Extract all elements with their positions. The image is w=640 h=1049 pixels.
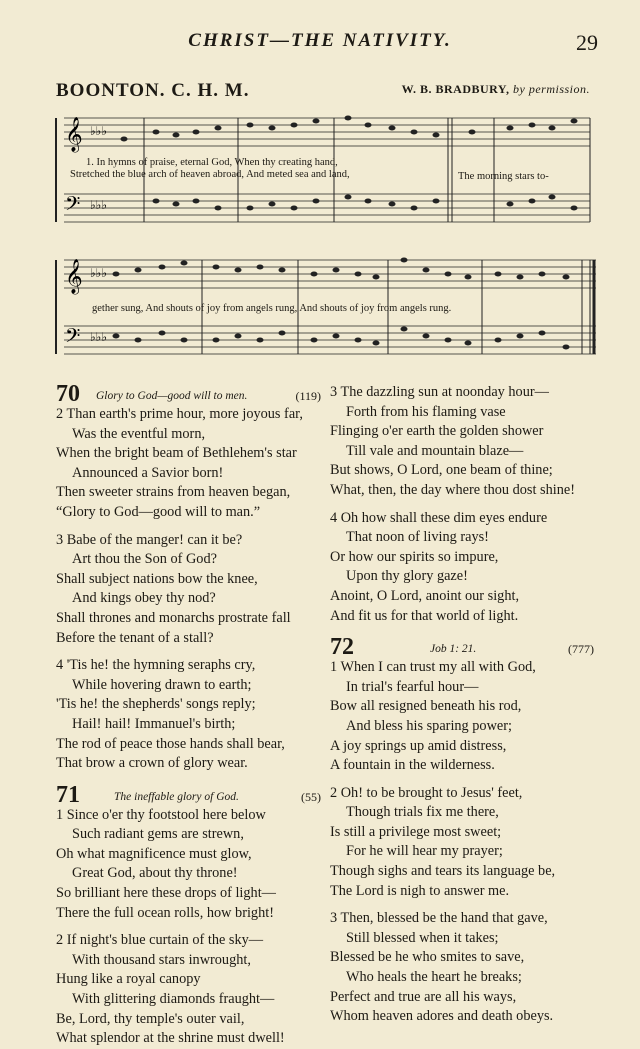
verse-line: 1 When I can trust my all with God,	[330, 659, 536, 676]
verse-line: And fit us for that world of light.	[330, 607, 519, 624]
running-header: CHRIST—THE NATIVITY.	[188, 30, 452, 51]
verse-line: Upon thy glory gaze!	[346, 568, 468, 585]
verse-line: Such radiant gems are strewn,	[72, 826, 244, 843]
verse-line: Oh what magnificence must glow,	[56, 845, 252, 862]
hymn-72	[330, 636, 594, 1027]
verse-line: Flinging o'er earth the golden shower	[330, 423, 544, 440]
verse-line: That brow a crown of glory wear.	[56, 755, 248, 772]
verse-line: That noon of living rays!	[346, 529, 489, 546]
right-column	[330, 383, 594, 1027]
stanza	[56, 806, 321, 924]
verse-line: 4 'Tis he! the hymning seraphs cry,	[56, 657, 256, 674]
verse-line: But shows, O Lord, one beam of thine;	[330, 462, 553, 479]
verse-line: Be, Lord, thy temple's outer vail,	[56, 1010, 245, 1027]
lyric-line: gether sung, And shouts of joy from angels rung, And shouts of joy from angels rung.	[92, 303, 452, 314]
verse-line: Great God, about thy throne!	[72, 865, 238, 882]
hymn-70	[56, 383, 321, 774]
hymn-tune-reference: (55)	[301, 789, 321, 804]
verse-line: 2 If night's blue curtain of the sky—	[56, 932, 264, 949]
svg-text:♭♭♭: ♭♭♭	[90, 198, 107, 212]
hymn-heading	[56, 383, 321, 405]
verse-line: Anoint, O Lord, anoint our sight,	[330, 587, 520, 604]
composer-credit	[402, 82, 590, 97]
verse-line: And kings obey thy nod?	[72, 590, 216, 607]
hymn-heading	[330, 634, 594, 661]
verse-line: A fountain in the wilderness.	[330, 757, 495, 774]
stanza	[330, 658, 594, 776]
verse-line: 3 Then, blessed be the hand that gave,	[330, 910, 548, 927]
lyric-line: The morning stars to-	[458, 171, 549, 182]
verse-line: Announced a Savior born!	[72, 464, 224, 481]
verse-line: 2 Than earth's prime hour, more joyous far,	[56, 406, 303, 422]
verse-line: With thousand stars inwrought,	[72, 951, 251, 968]
treble-clef-icon: 𝄞	[65, 117, 83, 152]
left-column	[56, 383, 321, 1049]
stanza	[56, 656, 321, 774]
verse-line: “Glory to God—good will to man.”	[56, 503, 261, 520]
verse-line: With glittering diamonds fraught—	[72, 991, 275, 1008]
verse-line: There the full ocean rolls, how bright!	[56, 904, 274, 921]
verse-line: While hovering drawn to earth;	[72, 676, 252, 693]
stanza	[330, 509, 594, 627]
stanza	[56, 405, 321, 523]
stanza	[330, 784, 594, 902]
hymn-number: 71	[56, 781, 80, 808]
stanza	[330, 383, 594, 501]
hymn-number: 72	[330, 634, 354, 661]
hymn-heading	[56, 781, 321, 808]
verse-line: 4 Oh how shall these dim eyes endure	[330, 509, 548, 526]
hymn-tune-reference: (777)	[568, 642, 594, 657]
verse-line: Whom heaven adores and death obeys.	[330, 1008, 554, 1025]
verse-line: The rod of peace those hands shall bear,	[56, 735, 285, 752]
verse-line: Was the eventful morn,	[72, 425, 206, 442]
verse-line: Is still a privilege most sweet;	[330, 823, 502, 840]
verse-line: 3 Babe of the manger! can it be?	[56, 531, 243, 548]
hymn-subtitle: The ineffable glory of God.	[114, 790, 239, 803]
page-number: 29	[576, 30, 598, 55]
verse-line: Though trials fix me there,	[346, 804, 499, 821]
verse-line: Art thou the Son of God?	[72, 551, 217, 568]
verse-line: What, then, the day where thou dost shine!	[330, 481, 575, 498]
bass-clef-icon: 𝄢	[65, 324, 81, 352]
verse-line: Till vale and mountain blaze—	[346, 442, 524, 459]
svg-text:♭♭♭: ♭♭♭	[90, 330, 107, 344]
verse-line: Perfect and true are all his ways,	[330, 988, 517, 1005]
verse-line: Hung like a royal canopy	[56, 971, 201, 988]
verse-line: And bless his sparing power;	[346, 717, 512, 734]
verse-line: Or how our spirits so impure,	[330, 548, 499, 565]
verse-line: Forth from his flaming vase	[346, 403, 506, 420]
verse-line: Though sighs and tears its language be,	[330, 863, 556, 880]
verse-line: Blessed be he who smites to save,	[330, 949, 525, 966]
svg-text:♭♭♭: ♭♭♭	[90, 266, 107, 280]
verse-line: 'Tis he! the shepherds' songs reply;	[56, 696, 256, 713]
hymn-subtitle: Job 1: 21.	[430, 643, 477, 656]
stanza	[330, 909, 594, 1027]
lyric-line: Stretched the blue arch of heaven abroad, And meted sea and land,	[70, 169, 350, 180]
verse-line: So brilliant here these drops of light—	[56, 885, 276, 902]
verse-line: Shall thrones and monarchs prostrate fall	[56, 609, 291, 626]
permission-note: by permission.	[513, 82, 590, 96]
verse-line: Before the tenant of a stall?	[56, 629, 214, 646]
lyric-line: 1. In hymns of praise, eternal God, When thy creating hand,	[86, 157, 338, 168]
verse-line: Then sweeter strains from heaven began,	[56, 484, 291, 501]
verse-line: Still blessed when it takes;	[346, 929, 499, 946]
tune-name: BOONTON. C. H. M.	[56, 80, 250, 101]
hymn-71	[56, 781, 321, 1049]
treble-clef-icon: 𝄞	[65, 259, 83, 294]
verse-line: For he will hear my prayer;	[346, 843, 503, 860]
verse-line: Bow all resigned beneath his rod,	[330, 698, 522, 715]
verse-line: When the bright beam of Bethlehem's star	[56, 445, 297, 462]
hymn-number: 70	[56, 381, 80, 407]
svg-text:♭♭♭: ♭♭♭	[90, 124, 107, 138]
verse-line: Who heals the heart he breaks;	[346, 969, 522, 986]
hymn-subtitle: Glory to God—good will to men.	[96, 390, 248, 402]
hymn-71-continued	[330, 383, 594, 626]
verse-line: 1 Since o'er thy footstool here below	[56, 806, 266, 823]
verse-line: What splendor at the shrine must dwell!	[56, 1030, 285, 1047]
composer-name: W. B. BRADBURY,	[401, 82, 510, 96]
verse-line: 2 Oh! to be brought to Jesus' feet,	[330, 784, 523, 801]
verse-line: 3 The dazzling sun at noonday hour—	[330, 384, 549, 400]
verse-line: The Lord is nigh to answer me.	[330, 882, 510, 899]
verse-line: In trial's fearful hour—	[346, 678, 479, 695]
verse-line: Hail! hail! Immanuel's birth;	[72, 715, 236, 732]
stanza	[56, 531, 321, 649]
verse-line: Shall subject nations bow the knee,	[56, 570, 258, 587]
bass-clef-icon: 𝄢	[65, 192, 81, 220]
verse-line: A joy springs up amid distress,	[330, 737, 507, 754]
hymn-tune-reference: (119)	[295, 389, 321, 403]
stanza	[56, 931, 321, 1049]
